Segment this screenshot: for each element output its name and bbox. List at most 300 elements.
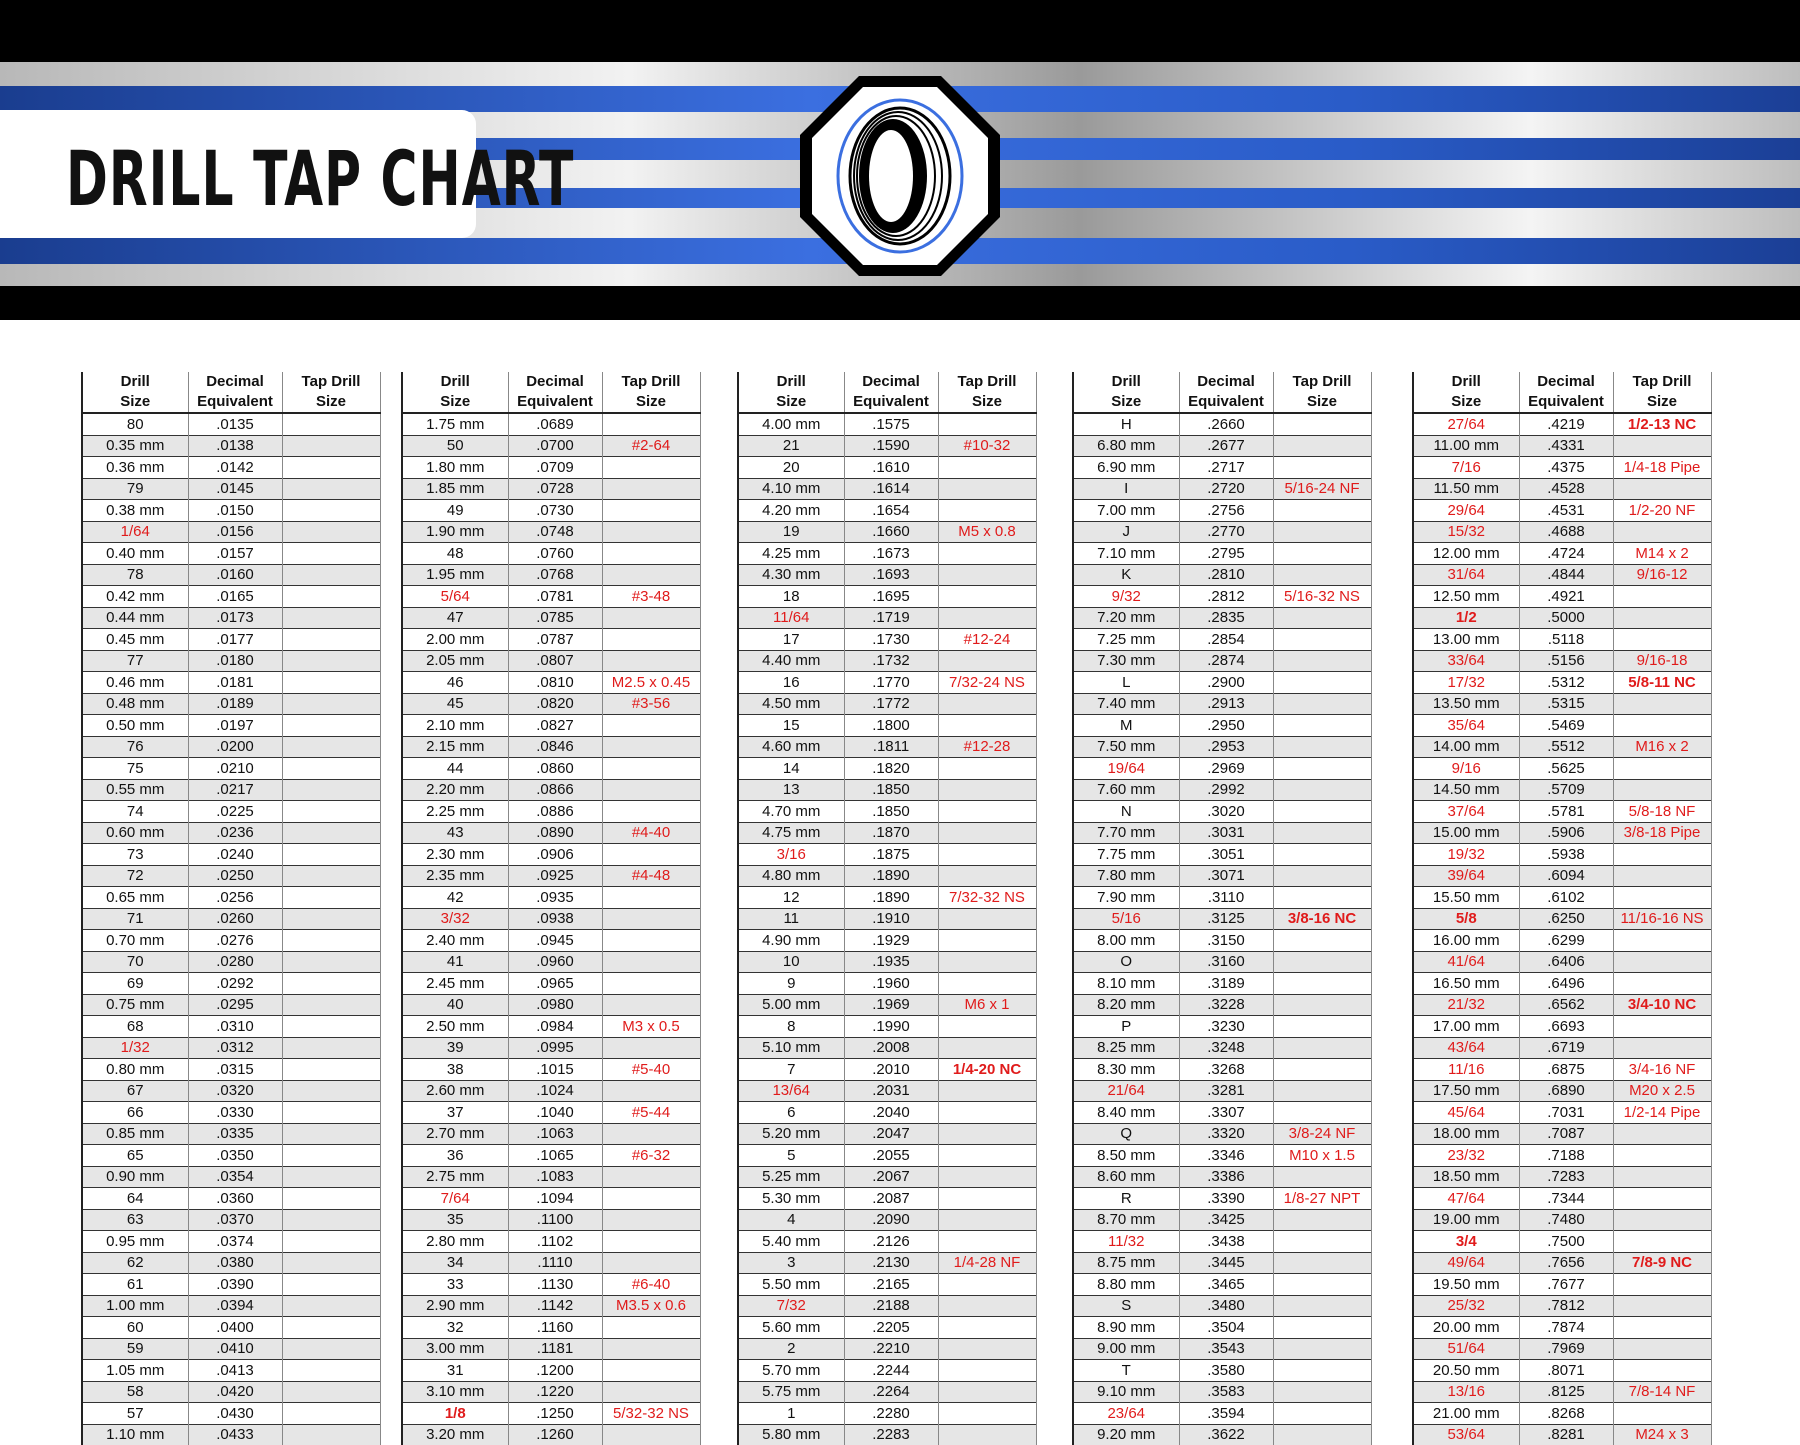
drill-size-cell: N xyxy=(1073,801,1179,823)
drill-size-cell: 3/16 xyxy=(738,844,844,866)
tap-size-cell xyxy=(282,1166,380,1188)
decimal-cell: .7812 xyxy=(1519,1295,1613,1317)
decimal-cell: .6299 xyxy=(1519,930,1613,952)
tap-size-cell: 5/16-32 NS xyxy=(1273,586,1371,608)
tap-size-cell xyxy=(938,586,1036,608)
drill-size-cell: 0.36 mm xyxy=(82,457,188,479)
decimal-cell: .3189 xyxy=(1179,973,1273,995)
table-row xyxy=(402,607,700,629)
table-row xyxy=(1073,715,1371,737)
table-row xyxy=(738,607,1036,629)
decimal-cell: .4375 xyxy=(1519,457,1613,479)
drill-size-cell: 7.60 mm xyxy=(1073,779,1179,801)
tap-size-cell xyxy=(282,1381,380,1403)
tap-size-cell: 9/16-12 xyxy=(1613,564,1711,586)
table-row xyxy=(82,1037,380,1059)
decimal-cell: .1719 xyxy=(844,607,938,629)
decimal-cell: .0160 xyxy=(188,564,282,586)
drill-size-cell: 11 xyxy=(738,908,844,930)
table-row xyxy=(82,500,380,522)
table-row xyxy=(1413,1231,1711,1253)
decimal-cell: .1063 xyxy=(508,1123,602,1145)
table-row xyxy=(402,478,700,500)
decimal-cell: .2810 xyxy=(1179,564,1273,586)
decimal-cell: .1890 xyxy=(844,865,938,887)
table-row xyxy=(1073,586,1371,608)
drill-size-cell: 17.00 mm xyxy=(1413,1016,1519,1038)
tap-size-cell xyxy=(1273,1166,1371,1188)
drill-size-cell: 53/64 xyxy=(1413,1424,1519,1445)
tap-size-cell xyxy=(282,500,380,522)
tap-size-cell xyxy=(1273,1317,1371,1339)
decimal-cell: .4921 xyxy=(1519,586,1613,608)
drill-size-cell: 5/8 xyxy=(1413,908,1519,930)
table-row xyxy=(402,908,700,930)
decimal-cell: .0781 xyxy=(508,586,602,608)
table-row xyxy=(738,1381,1036,1403)
tap-size-cell: 3/4-10 NC xyxy=(1613,994,1711,1016)
table-row xyxy=(1413,887,1711,909)
tap-size-cell: 1/4-28 NF xyxy=(938,1252,1036,1274)
table-row xyxy=(738,1295,1036,1317)
decimal-equivalent-header: Decimal Equivalent xyxy=(844,372,938,413)
tap-size-cell xyxy=(282,413,380,435)
decimal-cell: .6875 xyxy=(1519,1059,1613,1081)
decimal-cell: .2677 xyxy=(1179,435,1273,457)
decimal-cell: .4528 xyxy=(1519,478,1613,500)
drill-size-cell: 31 xyxy=(402,1360,508,1382)
drill-size-cell: 7.90 mm xyxy=(1073,887,1179,909)
decimal-cell: .3248 xyxy=(1179,1037,1273,1059)
drill-size-cell: 8.40 mm xyxy=(1073,1102,1179,1124)
drill-size-cell: 47 xyxy=(402,607,508,629)
decimal-cell: .5469 xyxy=(1519,715,1613,737)
tap-size-cell xyxy=(282,1188,380,1210)
tap-size-cell xyxy=(938,1209,1036,1231)
drill-size-cell: 0.55 mm xyxy=(82,779,188,801)
tap-size-cell xyxy=(602,1338,700,1360)
table-row xyxy=(1073,1209,1371,1231)
drill-size-cell: 21 xyxy=(738,435,844,457)
table-row xyxy=(82,543,380,565)
decimal-cell: .0210 xyxy=(188,758,282,780)
table-row xyxy=(1413,500,1711,522)
decimal-cell: .0700 xyxy=(508,435,602,457)
drill-size-cell: 7.20 mm xyxy=(1073,607,1179,629)
drill-size-cell: M xyxy=(1073,715,1179,737)
decimal-cell: .1660 xyxy=(844,521,938,543)
decimal-cell: .1770 xyxy=(844,672,938,694)
table-row xyxy=(738,500,1036,522)
tap-size-cell xyxy=(1273,693,1371,715)
drill-size-cell: 44 xyxy=(402,758,508,780)
tap-size-cell: 1/4-18 Pipe xyxy=(1613,457,1711,479)
table-row xyxy=(1413,1295,1711,1317)
drill-size-cell: 19 xyxy=(738,521,844,543)
drill-size-header: Drill Size xyxy=(82,372,188,413)
decimal-cell: .1935 xyxy=(844,951,938,973)
drill-size-cell: 79 xyxy=(82,478,188,500)
table-row xyxy=(1413,543,1711,565)
tap-size-cell xyxy=(1613,435,1711,457)
tap-size-cell xyxy=(1613,1209,1711,1231)
table-row xyxy=(402,586,700,608)
tap-size-cell xyxy=(602,758,700,780)
drill-size-cell: 16 xyxy=(738,672,844,694)
tap-size-cell xyxy=(282,865,380,887)
drill-size-cell: 8.10 mm xyxy=(1073,973,1179,995)
drill-size-cell: 66 xyxy=(82,1102,188,1124)
tap-size-cell xyxy=(938,801,1036,823)
drill-size-cell: 7/16 xyxy=(1413,457,1519,479)
table-row xyxy=(1073,1231,1371,1253)
table-row xyxy=(1413,1252,1711,1274)
table-row xyxy=(82,822,380,844)
drill-size-cell: 8.90 mm xyxy=(1073,1317,1179,1339)
table-row xyxy=(738,973,1036,995)
table-row xyxy=(1413,1317,1711,1339)
decimal-cell: .0960 xyxy=(508,951,602,973)
drill-size-cell: 65 xyxy=(82,1145,188,1167)
table-row xyxy=(402,1145,700,1167)
decimal-cell: .6406 xyxy=(1519,951,1613,973)
tap-size-cell xyxy=(1273,1403,1371,1425)
table-row xyxy=(82,736,380,758)
decimal-cell: .0350 xyxy=(188,1145,282,1167)
table-row xyxy=(738,478,1036,500)
decimal-cell: .3438 xyxy=(1179,1231,1273,1253)
tap-size-cell xyxy=(602,1381,700,1403)
table-row xyxy=(1413,457,1711,479)
drill-size-cell: 37 xyxy=(402,1102,508,1124)
table-row xyxy=(738,908,1036,930)
drill-size-cell: 61 xyxy=(82,1274,188,1296)
table-row xyxy=(82,629,380,651)
decimal-cell: .0180 xyxy=(188,650,282,672)
drill-size-cell: 35/64 xyxy=(1413,715,1519,737)
decimal-cell: .0866 xyxy=(508,779,602,801)
table-row xyxy=(82,564,380,586)
drill-size-cell: 62 xyxy=(82,1252,188,1274)
table-row xyxy=(1413,435,1711,457)
drill-size-cell: 11/32 xyxy=(1073,1231,1179,1253)
drill-size-cell: 7.30 mm xyxy=(1073,650,1179,672)
decimal-cell: .2900 xyxy=(1179,672,1273,694)
tap-size-cell xyxy=(1273,865,1371,887)
drill-size-cell: 7.70 mm xyxy=(1073,822,1179,844)
tap-size-cell xyxy=(602,1209,700,1231)
drill-size-cell: 3 xyxy=(738,1252,844,1274)
tap-size-cell xyxy=(1273,1102,1371,1124)
decimal-cell: .1875 xyxy=(844,844,938,866)
table-row xyxy=(82,1123,380,1145)
tap-size-cell xyxy=(282,822,380,844)
drill-table-2 xyxy=(401,372,701,1445)
table-row xyxy=(402,500,700,522)
drill-size-cell: 43/64 xyxy=(1413,1037,1519,1059)
decimal-cell: .2008 xyxy=(844,1037,938,1059)
tap-size-cell xyxy=(282,457,380,479)
drill-size-cell: 5.60 mm xyxy=(738,1317,844,1339)
table-row xyxy=(1073,672,1371,694)
tap-size-cell xyxy=(938,693,1036,715)
drill-size-cell: 7.00 mm xyxy=(1073,500,1179,522)
drill-size-cell: 2.15 mm xyxy=(402,736,508,758)
tap-size-cell xyxy=(1273,973,1371,995)
decimal-cell: .7480 xyxy=(1519,1209,1613,1231)
tap-size-cell xyxy=(1613,586,1711,608)
tap-size-cell xyxy=(282,1037,380,1059)
table-row xyxy=(1073,1252,1371,1274)
table-row xyxy=(1413,779,1711,801)
decimal-cell: .1614 xyxy=(844,478,938,500)
tap-size-cell xyxy=(602,543,700,565)
decimal-cell: .2210 xyxy=(844,1338,938,1360)
decimal-cell: .0225 xyxy=(188,801,282,823)
drill-size-cell: 6.80 mm xyxy=(1073,435,1179,457)
tap-size-cell xyxy=(602,1166,700,1188)
decimal-cell: .2812 xyxy=(1179,586,1273,608)
drill-size-cell: 73 xyxy=(82,844,188,866)
decimal-cell: .0980 xyxy=(508,994,602,1016)
tap-size-cell xyxy=(1273,994,1371,1016)
decimal-cell: .3594 xyxy=(1179,1403,1273,1425)
drill-size-cell: 0.42 mm xyxy=(82,586,188,608)
table-row xyxy=(402,1295,700,1317)
drill-size-cell: P xyxy=(1073,1016,1179,1038)
tap-size-cell: M16 x 2 xyxy=(1613,736,1711,758)
drill-size-cell: L xyxy=(1073,672,1179,694)
table-row xyxy=(1073,1080,1371,1102)
table-row xyxy=(1073,865,1371,887)
decimal-cell: .2010 xyxy=(844,1059,938,1081)
drill-size-cell: 69 xyxy=(82,973,188,995)
drill-size-cell: 58 xyxy=(82,1381,188,1403)
table-row xyxy=(402,1274,700,1296)
decimal-cell: .0768 xyxy=(508,564,602,586)
drill-size-cell: 14.50 mm xyxy=(1413,779,1519,801)
drill-table-1 xyxy=(81,372,381,1445)
table-row xyxy=(402,650,700,672)
table-row xyxy=(1413,930,1711,952)
table-row xyxy=(82,1338,380,1360)
table-row xyxy=(402,801,700,823)
table-row xyxy=(1073,478,1371,500)
tap-size-cell: 5/8-18 NF xyxy=(1613,801,1711,823)
table-row xyxy=(402,1102,700,1124)
decimal-cell: .3150 xyxy=(1179,930,1273,952)
drill-size-cell: T xyxy=(1073,1360,1179,1382)
table-row xyxy=(402,994,700,1016)
tap-size-cell xyxy=(938,715,1036,737)
table-row xyxy=(1073,908,1371,930)
decimal-cell: .2874 xyxy=(1179,650,1273,672)
tap-size-cell xyxy=(282,908,380,930)
decimal-cell: .3622 xyxy=(1179,1424,1273,1445)
table-row xyxy=(738,1102,1036,1124)
table-row xyxy=(738,1080,1036,1102)
decimal-cell: .0173 xyxy=(188,607,282,629)
tap-size-cell xyxy=(282,629,380,651)
decimal-cell: .0142 xyxy=(188,457,282,479)
table-row xyxy=(1073,994,1371,1016)
table-row xyxy=(1413,865,1711,887)
decimal-cell: .2067 xyxy=(844,1166,938,1188)
tap-size-cell xyxy=(602,736,700,758)
tap-size-cell xyxy=(938,607,1036,629)
tap-size-cell xyxy=(1613,715,1711,737)
table-row xyxy=(1073,1016,1371,1038)
table-row xyxy=(82,1080,380,1102)
tap-size-cell xyxy=(282,543,380,565)
decimal-cell: .0280 xyxy=(188,951,282,973)
tap-size-cell xyxy=(1613,1166,1711,1188)
tap-size-cell xyxy=(1273,564,1371,586)
table-row xyxy=(1073,973,1371,995)
tap-size-cell xyxy=(282,1252,380,1274)
drill-size-cell: 13 xyxy=(738,779,844,801)
drill-size-cell: 71 xyxy=(82,908,188,930)
tap-size-cell xyxy=(1273,844,1371,866)
table-row xyxy=(402,1037,700,1059)
table-row xyxy=(738,543,1036,565)
table-row xyxy=(402,435,700,457)
table-row xyxy=(402,457,700,479)
drill-size-cell: 63 xyxy=(82,1209,188,1231)
drill-size-cell: 15/32 xyxy=(1413,521,1519,543)
tap-size-cell xyxy=(1613,478,1711,500)
tap-size-cell: #10-32 xyxy=(938,435,1036,457)
decimal-cell: .0145 xyxy=(188,478,282,500)
drill-size-cell: 37/64 xyxy=(1413,801,1519,823)
tap-size-cell: #12-28 xyxy=(938,736,1036,758)
drill-size-cell: 74 xyxy=(82,801,188,823)
drill-size-cell: 9.00 mm xyxy=(1073,1338,1179,1360)
tap-size-cell xyxy=(282,1145,380,1167)
tap-size-cell xyxy=(938,1037,1036,1059)
table-row xyxy=(82,1381,380,1403)
decimal-cell: .0157 xyxy=(188,543,282,565)
drill-size-cell: 5.70 mm xyxy=(738,1360,844,1382)
drill-size-cell: 2.20 mm xyxy=(402,779,508,801)
tap-size-cell xyxy=(938,500,1036,522)
tap-size-cell xyxy=(1273,543,1371,565)
table-row xyxy=(1073,564,1371,586)
drill-size-cell: 1.10 mm xyxy=(82,1424,188,1445)
table-row xyxy=(1413,973,1711,995)
table-row xyxy=(402,1059,700,1081)
drill-size-cell: 0.70 mm xyxy=(82,930,188,952)
tap-size-cell: M14 x 2 xyxy=(1613,543,1711,565)
drill-size-cell: 2.25 mm xyxy=(402,801,508,823)
decimal-cell: .1200 xyxy=(508,1360,602,1382)
decimal-cell: .2188 xyxy=(844,1295,938,1317)
table-row xyxy=(738,629,1036,651)
table-row xyxy=(1073,1166,1371,1188)
drill-size-cell: 20.00 mm xyxy=(1413,1317,1519,1339)
table-row xyxy=(402,930,700,952)
decimal-cell: .2090 xyxy=(844,1209,938,1231)
tap-size-cell xyxy=(282,801,380,823)
table-row xyxy=(82,1209,380,1231)
drill-size-cell: 31/64 xyxy=(1413,564,1519,586)
decimal-cell: .0292 xyxy=(188,973,282,995)
decimal-cell: .1695 xyxy=(844,586,938,608)
drill-size-cell: 16.50 mm xyxy=(1413,973,1519,995)
tap-size-cell xyxy=(282,650,380,672)
decimal-cell: .2835 xyxy=(1179,607,1273,629)
drill-size-cell: 42 xyxy=(402,887,508,909)
drill-size-cell: 5.80 mm xyxy=(738,1424,844,1445)
table-row xyxy=(1073,1059,1371,1081)
tap-size-cell xyxy=(282,994,380,1016)
drill-size-cell: 8.00 mm xyxy=(1073,930,1179,952)
decimal-cell: .0320 xyxy=(188,1080,282,1102)
table-row xyxy=(1073,736,1371,758)
tap-size-cell xyxy=(602,1317,700,1339)
drill-size-cell: 70 xyxy=(82,951,188,973)
tap-size-cell: #3-48 xyxy=(602,586,700,608)
decimal-cell: .0965 xyxy=(508,973,602,995)
table-row xyxy=(402,715,700,737)
drill-size-cell: 49 xyxy=(402,500,508,522)
table-row xyxy=(738,801,1036,823)
drill-size-cell: K xyxy=(1073,564,1179,586)
table-row xyxy=(738,693,1036,715)
table-row xyxy=(1413,1338,1711,1360)
tap-size-cell xyxy=(282,973,380,995)
tap-size-cell xyxy=(1613,1016,1711,1038)
table-row xyxy=(1073,758,1371,780)
decimal-cell: .0150 xyxy=(188,500,282,522)
decimal-cell: .0315 xyxy=(188,1059,282,1081)
table-row xyxy=(82,758,380,780)
tap-size-cell: 1/2-20 NF xyxy=(1613,500,1711,522)
table-row xyxy=(1413,586,1711,608)
tap-size-cell xyxy=(1273,1231,1371,1253)
drill-size-cell: 35 xyxy=(402,1209,508,1231)
drill-table-5 xyxy=(1412,372,1712,1445)
table-row xyxy=(1073,650,1371,672)
drill-size-cell: 9/16 xyxy=(1413,758,1519,780)
drill-size-cell: 2 xyxy=(738,1338,844,1360)
decimal-cell: .0730 xyxy=(508,500,602,522)
tap-size-cell xyxy=(938,822,1036,844)
drill-size-cell: 2.90 mm xyxy=(402,1295,508,1317)
decimal-cell: .3110 xyxy=(1179,887,1273,909)
drill-size-cell: 59 xyxy=(82,1338,188,1360)
decimal-cell: .3445 xyxy=(1179,1252,1273,1274)
tap-size-cell xyxy=(282,844,380,866)
tap-size-cell xyxy=(1273,1338,1371,1360)
drill-size-cell: 20.50 mm xyxy=(1413,1360,1519,1382)
table-row xyxy=(738,736,1036,758)
table-row xyxy=(738,1188,1036,1210)
decimal-equivalent-header: Decimal Equivalent xyxy=(188,372,282,413)
tap-size-cell xyxy=(282,564,380,586)
decimal-cell: .0181 xyxy=(188,672,282,694)
drill-size-cell: 5/64 xyxy=(402,586,508,608)
table-row xyxy=(1073,543,1371,565)
decimal-cell: .2992 xyxy=(1179,779,1273,801)
tap-size-cell xyxy=(1613,1145,1711,1167)
drill-size-cell: 64 xyxy=(82,1188,188,1210)
table-row xyxy=(1413,951,1711,973)
decimal-cell: .2055 xyxy=(844,1145,938,1167)
decimal-cell: .1590 xyxy=(844,435,938,457)
tap-size-cell: #6-32 xyxy=(602,1145,700,1167)
table-row xyxy=(82,1360,380,1382)
